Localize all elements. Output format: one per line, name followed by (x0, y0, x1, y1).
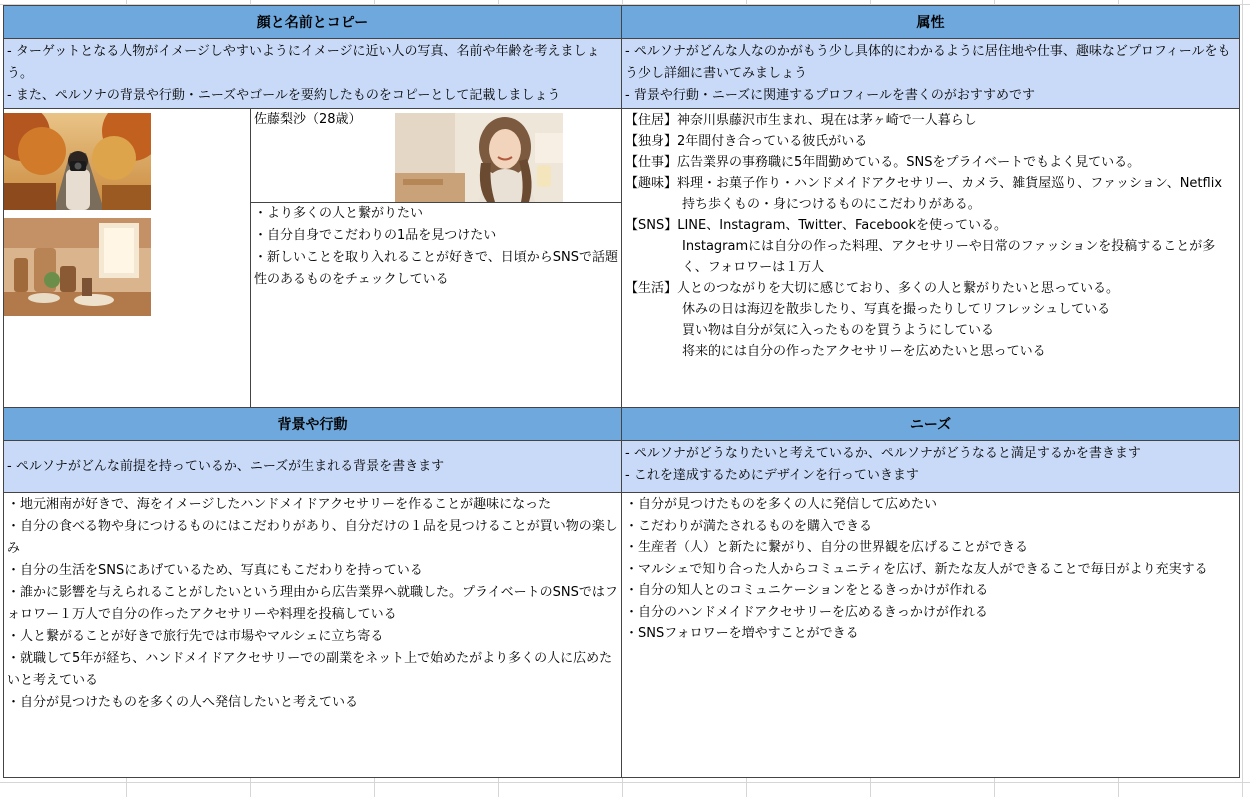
photo-camera-woman (4, 113, 151, 210)
copy-line: ・新しいことを取り入れることが好きで、日頃からSNSで話題性のあるものをチェックしている (254, 250, 618, 287)
attribute-line: 持ち歩くもの・身につけるものにこだわりがある。 (682, 197, 981, 212)
needs-header-label: ニーズ (909, 417, 952, 433)
background-item: ・自分が見つけたものを多くの人へ発信したいと考えている (7, 695, 359, 710)
background-body[interactable] (4, 494, 621, 778)
needs-description-line: - これを達成するためにデザインを行っていきます (625, 468, 919, 483)
needs-item: ・マルシェで知り合った人からコミュニティを広げ、新たな友人ができることで毎日がより充実する (625, 561, 1208, 577)
attribute-line: 【独身】2年間付き合っている彼氏がいる (625, 134, 868, 149)
copy-line: ・より多くの人と繋がりたい (254, 206, 424, 221)
attributes-body[interactable] (622, 110, 1239, 407)
needs-body[interactable] (622, 494, 1239, 778)
background-item: ・自分の生活をSNSにあげているため、写真にもこだわりを持っている (7, 563, 423, 578)
attributes-header[interactable] (622, 6, 1239, 39)
needs-description[interactable] (622, 441, 1239, 493)
background-header-label: 背景や行動 (277, 417, 348, 433)
persona-sheet (3, 5, 1240, 778)
needs-description-line: - ペルソナがどうなりたいと考えているか、ペルソナがどうなると満足するかを書きます (625, 446, 1141, 461)
attribute-line: 【生活】人とのつながりを大切に感じており、多くの人と繋がりたいと思っている。 (625, 281, 1120, 296)
background-item: ・人と繋がることが好きで旅行先では市場やマルシェに立ち寄る (7, 629, 384, 644)
attribute-line: 買い物は自分が気に入ったものを買うようにしている (682, 323, 995, 338)
copy-line: ・自分自身でこだわりの1品を見つけたい (254, 228, 497, 243)
attributes-header-label: 属性 (916, 15, 945, 31)
background-header[interactable] (4, 407, 621, 441)
attribute-line: 【住居】神奈川県藤沢市生まれ、現在は茅ヶ崎で一人暮らし (625, 113, 977, 128)
face-header[interactable] (4, 6, 621, 39)
needs-item: ・こだわりが満たされるものを購入できる (625, 518, 873, 534)
attribute-line: Instagramには自分の作った料理、アクセサリーや日常のファッションを投稿することが多く、フォロワーは１万人 (682, 239, 1216, 275)
background-item: ・自分の食べる物や身につけるものにはこだわりがあり、自分だけの１品を見つけることが買い物の楽しみ (7, 519, 618, 556)
face-description[interactable] (4, 39, 621, 109)
face-description-line: - また、ペルソナの背景や行動・ニーズやゴールを要約したものをコピーとして記載しましょう (7, 88, 561, 103)
needs-item: ・生産者（人）と新たに繋がり、自分の世界観を広げることができる (625, 540, 1029, 555)
background-item: ・就職して5年が経ち、ハンドメイドアクセサリーでの副業をネット上で始めたがより多くの人に広めたいと考えている (7, 651, 613, 688)
attributes-description-line: - 背景や行動・ニーズに関連するプロフィールを書くのがおすすめです (625, 88, 1036, 103)
background-item: ・誰かに影響を与えられることがしたいという理由から広告業界へ就職した。プライベートのSNSではフォロワー１万人で自分の作ったアクセサリーや料理を投稿している (7, 585, 618, 622)
needs-item: ・自分が見つけたものを多くの人に発信して広めたい (625, 497, 938, 512)
face-description-line: - ターゲットとなる人物がイメージしやすいようにイメージに近い人の写真、名前や年齢を考えましょう。 (7, 44, 600, 81)
attributes-description[interactable] (622, 39, 1239, 109)
needs-header[interactable] (622, 407, 1239, 441)
background-item: ・地元湘南が好きで、海をイメージしたハンドメイドアクセサリーを作ることが趣味になった (7, 497, 552, 512)
needs-item: ・SNSフォロワーを増やすことができる (625, 626, 859, 641)
attribute-line: 休みの日は海辺を散歩したり、写真を撮ったりしてリフレッシュしている (682, 302, 1111, 317)
photo-portrait-smiling-woman (395, 113, 563, 202)
attribute-line: 【SNS】LINE、Instagram、Twitter、Facebookを使っている。 (625, 218, 1008, 233)
background-description-line: - ペルソナがどんな前提を持っているか、ニーズが生まれる背景を書きます (7, 458, 445, 474)
needs-item: ・自分のハンドメイドアクセサリーを広めるきっかけが作れる (625, 604, 988, 620)
attribute-line: 将来的には自分の作ったアクセサリーを広めたいと思っている (682, 344, 1046, 359)
needs-item: ・自分の知人とのコミュニケーションをとるきっかけが作れる (625, 583, 989, 598)
photo-handmade-shop (4, 218, 151, 316)
attribute-line: 【仕事】広告業界の事務職に5年間勤めている。SNSをプライベートでもよく見ている。 (625, 155, 1141, 170)
background-description[interactable] (4, 441, 621, 493)
persona-name: 佐藤梨沙（28歳） (254, 112, 362, 127)
face-header-label: 顔と名前とコピー (256, 15, 369, 31)
persona-copy-cell[interactable] (251, 203, 621, 407)
attributes-description-line: - ペルソナがどんな人なのかがもう少し具体的にわかるように居住地や仕事、趣味などプロフィールをもう少し詳細に書いてみましょう (625, 44, 1231, 81)
attribute-line: 【趣味】料理・お菓子作り・ハンドメイドアクセサリー、カメラ、雑貨屋巡り、ファッション、Netflix (625, 176, 1223, 191)
